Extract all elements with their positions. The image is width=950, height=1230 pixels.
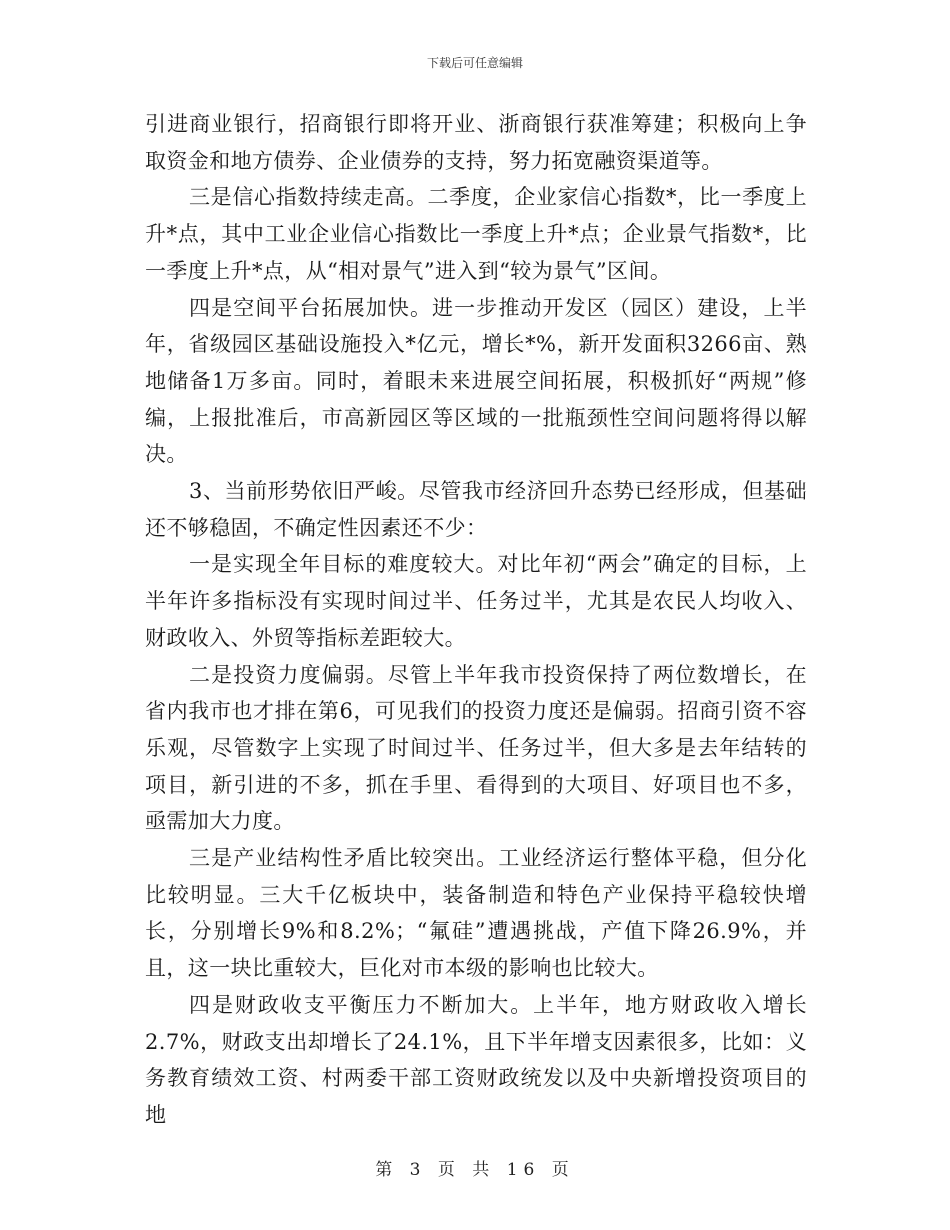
paragraph: 引进商业银行，招商银行即将开业、浙商银行获准筹建；积极向上争取资金和地方债券、企业债券的支持，努力拓宽融资渠道等。	[145, 112, 807, 173]
paragraph: 四是空间平台拓展加快。进一步推动开发区（园区）建设，上半年，省级园区基础设施投入*亿元，增长*%，新开发面积3266亩、熟地储备1万多亩。同时，着眼未来进展空间拓展，积极抓好“两规”修编，上报批准后，市高新园区等区域的一批瓶颈性空间问题将得以解决。	[145, 295, 807, 467]
paragraph: 三是信心指数持续走高。二季度，企业家信心指数*，比一季度上升*点，其中工业企业信心指数比一季度上升*点；企业景气指数*，比一季度上升*点，从“相对景气”进入到“较为景气”区间。	[145, 185, 807, 283]
paragraph: 四是财政收支平衡压力不断加大。上半年，地方财政收入增长2.7%，财政支出却增长了24.1%，且下半年增支因素很多，比如：义务教育绩效工资、村两委干部工资财政统发以及中央新增投资项目的地	[145, 992, 807, 1127]
page-header-note: 下载后可任意编辑	[426, 56, 523, 70]
paragraph: 3、当前形势依旧严峻。尽管我市经济回升态势已经形成，但基础还不够稳固，不确定性因素还不少：	[145, 479, 807, 540]
page-number: 第 3 页 共 16 页	[375, 1160, 575, 1180]
paragraph: 三是产业结构性矛盾比较突出。工业经济运行整体平稳，但分化比较明显。三大千亿板块中，装备制造和特色产业保持平稳较快增长，分别增长9%和8.2%；“氟硅”遭遇挑战，产值下降26.9%，并且，这一块比重较大，巨化对市本级的影响也比较大。	[145, 846, 807, 981]
paragraph: 二是投资力度偏弱。尽管上半年我市投资保持了两位数增长，在省内我市也才排在第6，可见我们的投资力度还是偏弱。招商引资不容乐观，尽管数字上实现了时间过半、任务过半，但大多是去年结转的项目，新引进的不多，抓在手里、看得到的大项目、好项目也不多，亟需加大力度。	[145, 662, 807, 834]
document-body	[145, 106, 807, 1134]
paragraph: 一是实现全年目标的难度较大。对比年初“两会”确定的目标，上半年许多指标没有实现时间过半、任务过半，尤其是农民人均收入、财政收入、外贸等指标差距较大。	[145, 552, 807, 650]
